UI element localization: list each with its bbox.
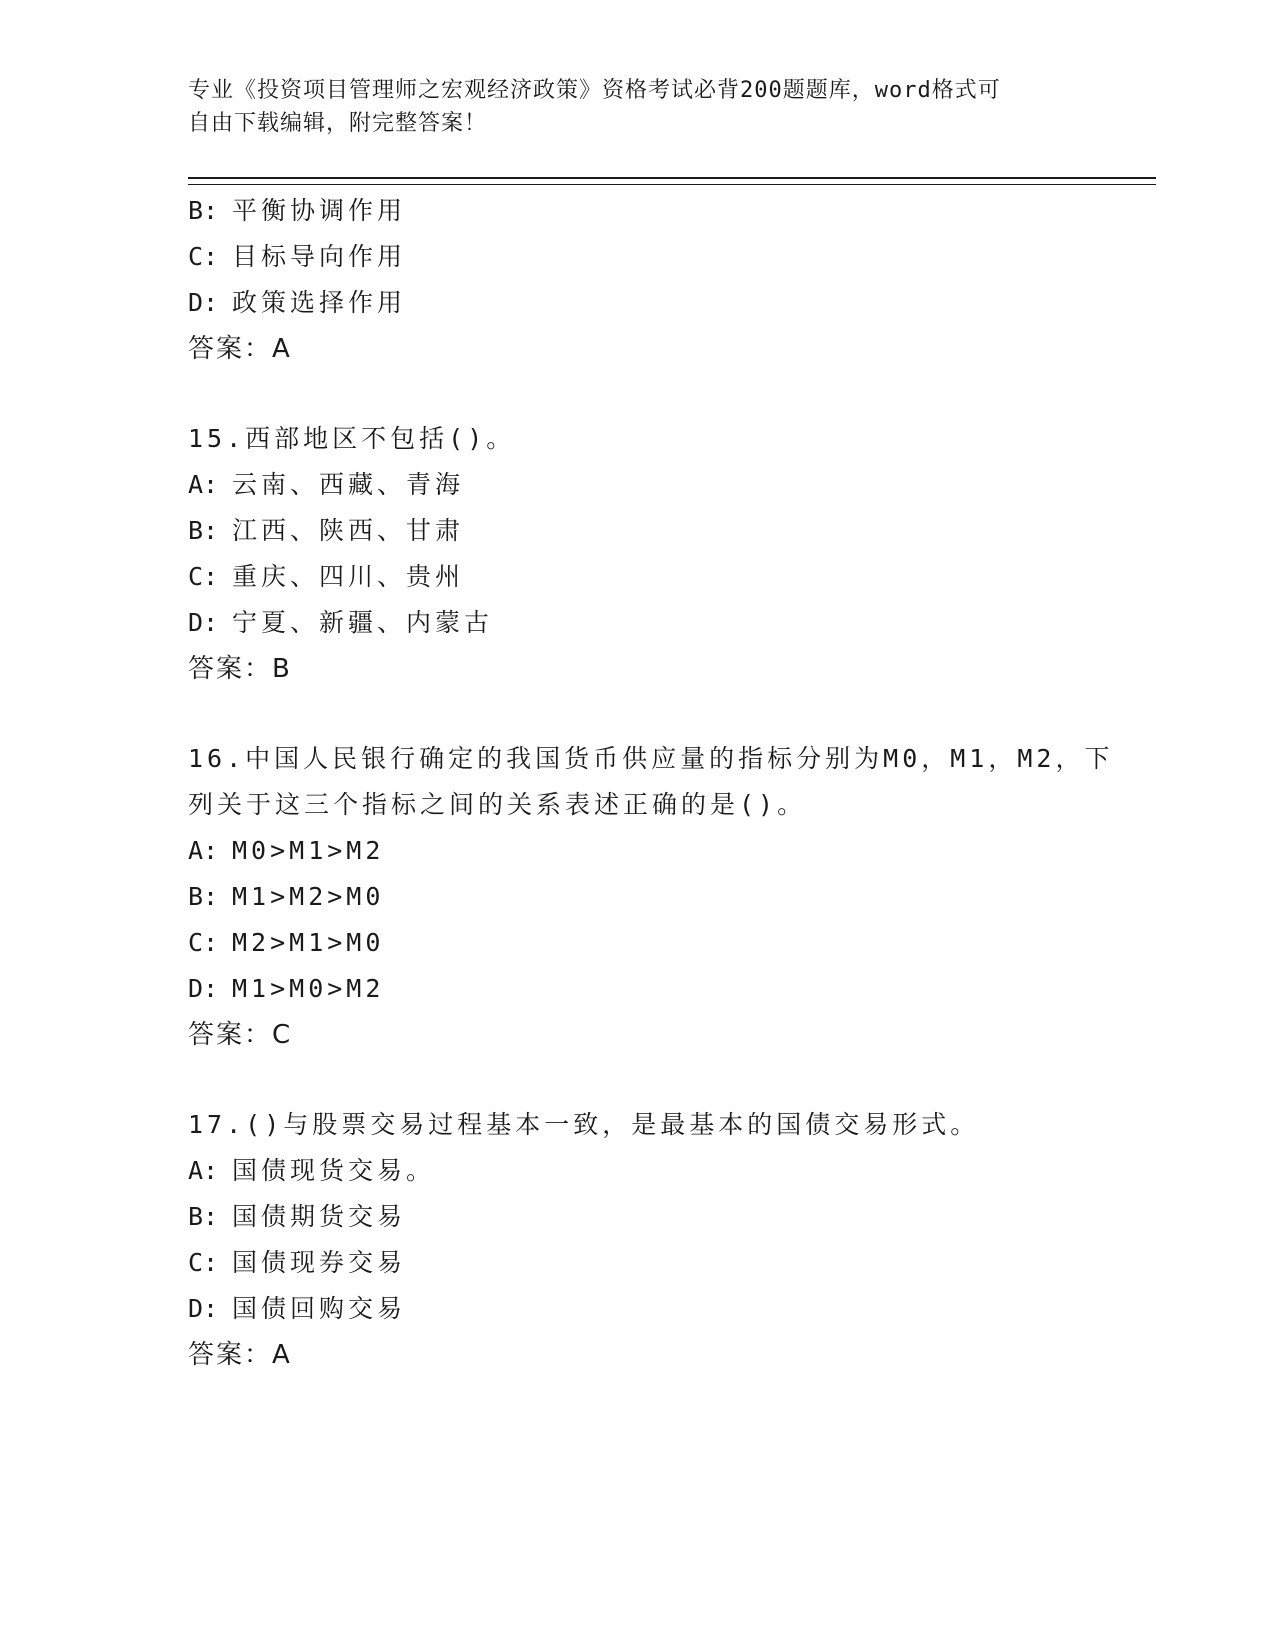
option-d bbox=[188, 600, 1128, 646]
question-text: 15.西部地区不包括()。 bbox=[188, 424, 516, 453]
option-letter: A: bbox=[188, 836, 219, 865]
option-letter: C: bbox=[188, 562, 219, 591]
question-text: 17.()与股票交易过程基本一致，是最基本的国债交易形式。 bbox=[188, 1110, 980, 1139]
option-letter: D: bbox=[188, 974, 219, 1003]
answer-line: 答案：A bbox=[188, 1340, 292, 1370]
option-letter: C: bbox=[188, 1248, 219, 1277]
question-17 bbox=[188, 1102, 1128, 1378]
option-letter: B: bbox=[188, 882, 219, 911]
spacer bbox=[188, 1058, 1128, 1102]
option-text: 国债回购交易 bbox=[232, 1294, 407, 1323]
option-text: 国债现货交易。 bbox=[232, 1156, 436, 1185]
option-d bbox=[188, 1286, 1128, 1332]
option-c bbox=[188, 1240, 1128, 1286]
header-title-line-1: 专业《投资项目管理师之宏观经济政策》资格考试必背200题题库，word格式可 bbox=[188, 78, 1001, 103]
option-text: 云南、西藏、青海 bbox=[232, 470, 465, 499]
answer-line: 答案：B bbox=[188, 654, 292, 684]
option-letter: A: bbox=[188, 1156, 219, 1185]
option-a bbox=[188, 462, 1128, 508]
option-text: M0>M1>M2 bbox=[232, 836, 385, 865]
option-b bbox=[188, 188, 1128, 234]
option-letter: C: bbox=[188, 928, 219, 957]
option-text: M1>M0>M2 bbox=[232, 974, 385, 1003]
answer-line: 答案：C bbox=[188, 1020, 293, 1050]
option-text: 国债期货交易 bbox=[232, 1202, 407, 1231]
header-divider bbox=[188, 177, 1156, 185]
question-carryover bbox=[188, 188, 1128, 372]
option-b bbox=[188, 508, 1128, 554]
option-text: 宁夏、新疆、内蒙古 bbox=[232, 608, 494, 637]
option-text: 江西、陕西、甘肃 bbox=[232, 516, 465, 545]
option-c bbox=[188, 234, 1128, 280]
option-c bbox=[188, 920, 1128, 966]
option-c bbox=[188, 554, 1128, 600]
question-list bbox=[188, 188, 1128, 1378]
option-letter: B: bbox=[188, 1202, 219, 1231]
option-a bbox=[188, 828, 1128, 874]
option-a bbox=[188, 1148, 1128, 1194]
option-b bbox=[188, 1194, 1128, 1240]
option-d bbox=[188, 966, 1128, 1012]
spacer bbox=[188, 372, 1128, 416]
option-text: M1>M2>M0 bbox=[232, 882, 385, 911]
answer-line: 答案：A bbox=[188, 334, 292, 364]
option-text: 目标导向作用 bbox=[232, 242, 407, 271]
option-letter: B: bbox=[188, 196, 219, 225]
option-letter: A: bbox=[188, 470, 219, 499]
option-letter: D: bbox=[188, 1294, 219, 1323]
header-title-line-2: 自由下载编辑，附完整答案！ bbox=[188, 111, 488, 136]
option-text: 重庆、四川、贵州 bbox=[232, 562, 465, 591]
question-16 bbox=[188, 736, 1128, 1058]
option-letter: D: bbox=[188, 288, 219, 317]
option-b bbox=[188, 874, 1128, 920]
question-15 bbox=[188, 416, 1128, 692]
option-text: 政策选择作用 bbox=[232, 288, 407, 317]
option-d bbox=[188, 280, 1128, 326]
spacer bbox=[188, 692, 1128, 736]
option-letter: D: bbox=[188, 608, 219, 637]
option-text: M2>M1>M0 bbox=[232, 928, 385, 957]
question-text: 16.中国人民银行确定的我国货币供应量的指标分别为M0，M1，M2，下列关于这三个指标之间的关系表述正确的是()。 bbox=[188, 744, 1114, 819]
document-header bbox=[188, 74, 1088, 140]
option-letter: B: bbox=[188, 516, 219, 545]
option-text: 国债现券交易 bbox=[232, 1248, 407, 1277]
option-text: 平衡协调作用 bbox=[232, 196, 407, 225]
option-letter: C: bbox=[188, 242, 219, 271]
